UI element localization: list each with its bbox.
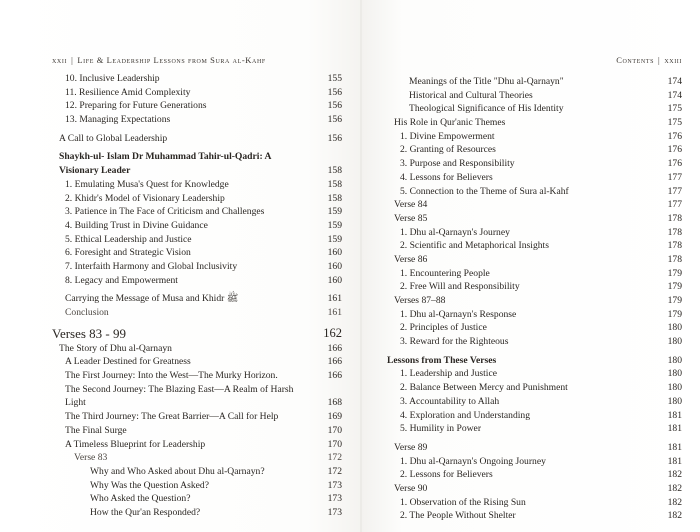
toc-entry[interactable]	[52, 369, 342, 383]
toc-entry-heading[interactable]	[387, 354, 682, 368]
toc-entry-title: 2. Balance Between Mercy and Punishment	[400, 382, 568, 394]
toc-entry-page: 180	[667, 382, 682, 394]
toc-entry[interactable]	[387, 482, 682, 496]
toc-entry-page: 176	[667, 130, 682, 142]
toc-entry-page: 179	[667, 295, 682, 306]
toc-entry-page: 168	[327, 397, 342, 409]
running-head-left	[52, 55, 266, 65]
toc-entry-title: A Timeless Blueprint for Leadership	[65, 438, 206, 450]
toc-entry-page: 180	[667, 322, 682, 334]
toc-entry-page: 180	[667, 395, 682, 407]
toc-entry[interactable]	[387, 143, 682, 157]
toc-entry-page: 177	[667, 185, 682, 197]
toc-entry-page: 177	[667, 199, 682, 211]
toc-entry-title: His Role in Qur'anic Themes	[394, 117, 506, 129]
toc-entry-title: 5. Connection to the Theme of Sura al-Kahf	[400, 185, 569, 197]
toc-entry-title: Verse 90	[394, 482, 428, 494]
toc-entry-title: 2. Scientific and Metaphorical Insights	[400, 240, 549, 252]
toc-entry[interactable]	[52, 260, 342, 274]
toc-entry-title: 3. Purpose and Responsibility	[400, 158, 515, 170]
toc-entry-page: 160	[327, 274, 342, 286]
toc-entry[interactable]	[387, 116, 682, 130]
toc-entry-page: 178	[667, 212, 682, 224]
toc-entry[interactable]	[387, 280, 682, 294]
toc-entry-page: 156	[327, 86, 342, 98]
toc-entry-page: 158	[327, 165, 342, 177]
toc-entry[interactable]	[52, 205, 342, 219]
toc-entry-page: 182	[667, 469, 682, 481]
toc-entry[interactable]	[387, 308, 682, 322]
toc-entry-page: 175	[667, 117, 682, 129]
folio-left: xxii	[52, 55, 68, 65]
toc-entry[interactable]	[387, 455, 682, 469]
toc-entry-title: Meanings of the Title "Dhu al-Qarnayn"	[409, 76, 564, 87]
toc-entry-title: The Final Surge	[65, 424, 127, 436]
toc-entry[interactable]	[387, 496, 682, 510]
toc-entry-page: 159	[327, 219, 342, 231]
toc-entry[interactable]	[52, 246, 342, 260]
toc-entry[interactable]	[52, 424, 342, 438]
toc-right	[387, 75, 682, 523]
toc-entry-page: 181	[667, 455, 682, 467]
toc-entry-title: Historical and Cultural Theories	[409, 89, 533, 101]
toc-entry-title: Light	[65, 397, 86, 409]
toc-entry-title: 12. Preparing for Future Generations	[65, 100, 207, 112]
toc-entry-title: 4. Exploration and Understanding	[400, 409, 531, 421]
toc-entry[interactable]	[387, 395, 682, 409]
toc-entry[interactable]	[52, 506, 342, 520]
toc-entry-title: 1. Dhu al-Qarnayn's Ongoing Journey	[400, 455, 546, 467]
toc-entry[interactable]	[52, 292, 342, 306]
toc-entry[interactable]	[52, 233, 342, 247]
running-head-right	[616, 55, 682, 65]
toc-entry-title: 2. Khidr's Model of Visionary Leadership	[65, 192, 225, 204]
toc-entry-page: 175	[667, 103, 682, 115]
toc-entry[interactable]	[52, 492, 342, 506]
toc-entry-title: 4. Lessons for Believers	[400, 171, 493, 183]
toc-entry-page: 166	[327, 356, 342, 368]
toc-entry-page: 156	[327, 114, 342, 126]
toc-entry-page: 155	[327, 73, 342, 84]
toc-entry[interactable]	[52, 438, 342, 452]
toc-entry[interactable]	[52, 99, 342, 113]
toc-entry-page: 170	[327, 424, 342, 436]
toc-entry-title: 2. Granting of Resources	[400, 144, 496, 156]
toc-entry[interactable]	[387, 509, 682, 523]
toc-entry-title: How the Qur'an Responded?	[90, 506, 201, 518]
toc-entry-title: 2. The People Without Shelter	[400, 510, 516, 522]
toc-entry[interactable]	[52, 178, 342, 192]
toc-entry-title: 4. Building Trust in Divine Guidance	[65, 219, 208, 231]
toc-entry-title: Who Asked the Question?	[90, 493, 191, 505]
toc-entry-chapter[interactable]	[52, 325, 342, 342]
toc-entry-title: Verse 86	[394, 253, 428, 265]
toc-entry-title: 3. Accountability to Allah	[400, 395, 500, 407]
toc-entry[interactable]	[387, 267, 682, 281]
toc-entry-title: 8. Legacy and Empowerment	[65, 274, 178, 286]
toc-entry-page: 180	[667, 336, 682, 348]
toc-entry[interactable]	[52, 72, 342, 86]
toc-entry-title: Verses 87–88	[394, 295, 446, 306]
toc-entry-page: 180	[667, 354, 682, 366]
toc-entry-page: 162	[323, 325, 342, 340]
toc-entry[interactable]	[387, 468, 682, 482]
toc-entry[interactable]	[52, 383, 342, 397]
toc-entry-title: 1. Encountering People	[400, 267, 490, 279]
toc-entry-title: 13. Managing Expectations	[65, 114, 171, 126]
toc-entry-page: 178	[667, 253, 682, 265]
toc-entry-page: 172	[327, 452, 342, 464]
toc-entry-page: 179	[667, 267, 682, 279]
toc-entry[interactable]	[387, 381, 682, 395]
toc-entry[interactable]	[52, 479, 342, 493]
toc-entry[interactable]	[387, 102, 682, 116]
toc-entry-title: 1. Leadership and Justice	[400, 368, 497, 380]
toc-entry-title: Why and Who Asked about Dhu al-Qarnayn?	[90, 465, 265, 477]
toc-entry-title: 10. Inclusive Leadership	[65, 73, 160, 84]
toc-entry[interactable]	[52, 113, 342, 127]
toc-entry[interactable]	[387, 75, 682, 89]
toc-entry-title: The Third Journey: The Great Barrier—A Call for Help	[65, 411, 279, 423]
toc-entry[interactable]	[52, 86, 342, 100]
toc-entry-page: 158	[327, 192, 342, 204]
toc-entry-title: Shaykh-ul- Islam Dr Muhammad Tahir-ul-Qadri: A	[59, 151, 272, 163]
toc-entry-title: 5. Humility in Power	[400, 423, 482, 435]
toc-entry-title: Verses 83 - 99	[52, 325, 127, 341]
toc-entry-title: Why Was the Question Asked?	[90, 479, 209, 491]
toc-entry-title: The Second Journey: The Blazing East—A Realm of Harsh	[65, 383, 294, 395]
toc-entry-title: 1. Dhu al-Qarnayn's Response	[400, 308, 517, 320]
toc-entry[interactable]	[52, 451, 342, 465]
toc-entry-title: 7. Interfaith Harmony and Global Inclusivity	[65, 260, 238, 272]
toc-entry[interactable]	[387, 89, 682, 103]
toc-entry[interactable]	[52, 410, 342, 424]
toc-entry[interactable]	[52, 274, 342, 288]
toc-entry-page: 169	[327, 411, 342, 423]
toc-entry-page: 158	[327, 178, 342, 190]
toc-entry[interactable]	[387, 441, 682, 455]
toc-entry-page: 172	[327, 465, 342, 477]
toc-entry-page: 161	[327, 307, 342, 318]
toc-entry-page: 181	[667, 423, 682, 435]
toc-entry[interactable]	[387, 409, 682, 423]
toc-entry-title: 3. Patience in The Face of Criticism and Challenges	[65, 206, 265, 218]
toc-entry[interactable]	[387, 226, 682, 240]
folio-right: xxiii	[664, 55, 682, 65]
toc-entry-title: Verse 84	[394, 199, 428, 211]
toc-entry-page: 178	[667, 240, 682, 252]
toc-entry-title: Verse 89	[394, 441, 428, 453]
toc-entry[interactable]	[52, 396, 342, 410]
toc-entry-page: 174	[667, 76, 682, 87]
toc-entry[interactable]	[387, 253, 682, 267]
toc-entry[interactable]	[387, 239, 682, 253]
toc-entry-title: 2. Lessons for Believers	[400, 469, 493, 481]
toc-entry[interactable]	[387, 294, 682, 308]
toc-entry[interactable]	[387, 367, 682, 381]
toc-entry[interactable]	[387, 422, 682, 436]
toc-entry-page: 181	[667, 441, 682, 453]
toc-entry-page: 156	[327, 132, 342, 144]
toc-entry-page: 159	[327, 233, 342, 245]
toc-entry[interactable]	[387, 185, 682, 199]
toc-entry-page: 174	[667, 89, 682, 101]
toc-entry[interactable]	[52, 342, 342, 356]
toc-entry[interactable]	[387, 212, 682, 226]
toc-entry-page: 170	[327, 438, 342, 450]
toc-entry-page: 179	[667, 308, 682, 320]
toc-entry-page: 173	[327, 479, 342, 491]
toc-entry-page: 177	[667, 171, 682, 183]
toc-entry-page: 166	[327, 370, 342, 382]
toc-entry-title: 1. Divine Empowerment	[400, 130, 495, 142]
toc-entry-title: 3. Reward for the Righteous	[400, 336, 509, 348]
toc-entry[interactable]	[52, 355, 342, 369]
toc-entry[interactable]	[52, 132, 342, 146]
toc-entry-page: 161	[327, 293, 342, 305]
toc-entry-page: 182	[667, 482, 682, 494]
toc-entry[interactable]	[52, 219, 342, 233]
toc-entry-page: 182	[667, 510, 682, 522]
toc-entry-title: 2. Principles of Justice	[400, 322, 487, 334]
toc-entry-page: 159	[327, 206, 342, 218]
toc-entry-page: 160	[327, 260, 342, 272]
toc-entry-title: Verse 85	[394, 212, 428, 224]
toc-entry[interactable]	[387, 130, 682, 144]
toc-entry-title: A Leader Destined for Greatness	[65, 356, 191, 368]
toc-entry-title: A Call to Global Leadership	[59, 132, 168, 144]
toc-entry-title: 1. Emulating Musa's Quest for Knowledge	[65, 178, 229, 190]
toc-entry-title: 11. Resilience Amid Complexity	[65, 86, 191, 98]
section-title: Contents	[616, 55, 655, 65]
book-title: Life & Leadership Lessons from Sura al-Kahf	[77, 55, 266, 65]
toc-entry-heading[interactable]	[52, 164, 342, 178]
toc-entry-page: 179	[667, 281, 682, 293]
right-page	[362, 0, 700, 532]
toc-left	[52, 72, 342, 520]
toc-entry-heading[interactable]	[52, 150, 342, 164]
toc-entry-page: 178	[667, 226, 682, 238]
toc-entry-page: 166	[327, 342, 342, 354]
toc-entry-title: Verse 83	[74, 452, 108, 464]
toc-entry-page: 160	[327, 247, 342, 259]
toc-entry[interactable]	[387, 171, 682, 185]
toc-entry[interactable]	[52, 192, 342, 206]
toc-entry-page: 156	[327, 100, 342, 112]
toc-entry[interactable]	[387, 335, 682, 349]
toc-entry-title: Visionary Leader	[59, 165, 131, 177]
toc-entry-title: 1. Observation of the Rising Sun	[400, 496, 526, 508]
toc-entry-title: 2. Free Will and Responsibility	[400, 281, 520, 293]
toc-entry-page: 176	[667, 144, 682, 156]
toc-entry[interactable]	[52, 465, 342, 479]
toc-entry-page: 180	[667, 368, 682, 380]
running-head-separator: |	[658, 55, 661, 65]
toc-entry-title: The First Journey: Into the West—The Murky Horizon.	[65, 370, 278, 382]
toc-entry-title: 5. Ethical Leadership and Justice	[65, 233, 192, 245]
toc-entry[interactable]	[387, 157, 682, 171]
toc-entry[interactable]	[52, 306, 342, 320]
toc-entry-page: 176	[667, 158, 682, 170]
toc-entry-page: 173	[327, 506, 342, 518]
running-head-separator: |	[71, 55, 74, 65]
toc-entry-title: 6. Foresight and Strategic Vision	[65, 247, 191, 259]
toc-entry-title: 1. Dhu al-Qarnayn's Journey	[400, 226, 510, 238]
toc-entry-title: Theological Significance of His Identity	[409, 103, 564, 115]
toc-entry-page: 182	[667, 496, 682, 508]
toc-entry-title: Carrying the Message of Musa and Khidr ﷺ	[65, 293, 239, 305]
toc-entry[interactable]	[387, 321, 682, 335]
toc-entry-page: 173	[327, 493, 342, 505]
toc-entry-page: 181	[667, 409, 682, 421]
toc-entry[interactable]	[387, 198, 682, 212]
toc-entry-title: The Story of Dhu al-Qarnayn	[59, 342, 172, 354]
toc-entry-title: Lessons from These Verses	[387, 354, 497, 366]
toc-entry-title: Conclusion	[65, 307, 109, 318]
